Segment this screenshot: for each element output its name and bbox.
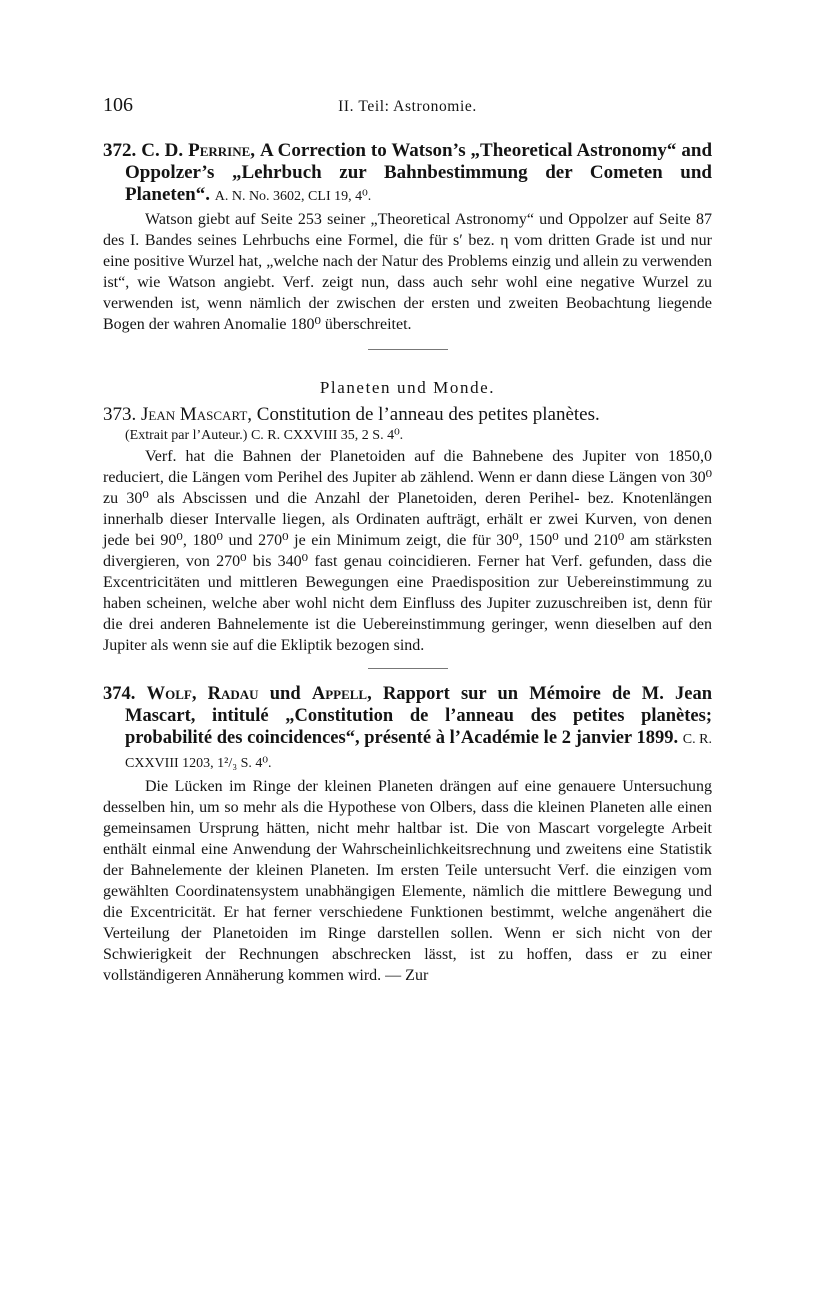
author-conjunction: und bbox=[269, 684, 301, 704]
entry-374 bbox=[103, 683, 712, 986]
separator-rule bbox=[368, 349, 448, 350]
entry-373 bbox=[103, 404, 712, 656]
book-page bbox=[103, 94, 712, 986]
author-3: Appell bbox=[311, 684, 368, 704]
page-number: 106 bbox=[103, 94, 133, 116]
bibliographic-reference: C. R. CXXVIII 1203, 1²/₃ S. 4⁰. bbox=[125, 732, 712, 771]
author-2: Radau bbox=[207, 684, 259, 704]
entry-372 bbox=[103, 140, 712, 335]
bibliographic-reference: A. N. No. 3602, CLI 19, 4⁰. bbox=[214, 189, 372, 204]
author-first-name: Jean bbox=[141, 404, 176, 425]
entry-373-heading: 373. Jean Mascart, Constitution de l’anneau des petites planètes. bbox=[103, 404, 600, 425]
author-initials: C. D. bbox=[141, 140, 184, 161]
entry-372-heading: 372. C. D. Perrine, A Correction to Watson’s „Theoretical Astronomy“ and Oppolzer’s „Lehrbuch zur Bahnbestimmung der Cometen und Planeten“. A. N. No. 3602, CLI 19, 4⁰. bbox=[103, 140, 713, 205]
separator-rule bbox=[368, 668, 448, 669]
entry-number: 374. bbox=[103, 684, 136, 704]
entry-number: 372. bbox=[103, 140, 137, 161]
entry-number: 373. bbox=[103, 404, 137, 425]
entry-title: Rapport sur un Mémoire de M. Jean Mascart, intitulé „Constitution de l’anneau des petites planètes; probabilité des coincidences“, présenté à l’Académie le 2 janvier 1899. bbox=[125, 684, 713, 748]
page-header bbox=[103, 94, 712, 122]
entry-374-abstract: Die Lücken im Ringe der kleinen Planeten drängen auf eine genauere Untersuchung desselben hin, um so mehr als die Hypothese von Olbers, dass die kleinen Planeten alle einen gemeinsamen Ursprung hätten, nicht mehr haltbar ist. Die von Mascart vorgelegte Arbeit enthält einmal eine Anwendung der Wahrscheinlichkeitsrechnung und zweitens eine Statistik der Bahnelemente der kleinen Planeten. Im ersten Teile untersucht Verf. die einzigen vom gewählten Coordinatensystem unabhängigen Elemente, nämlich die mittlere Bewegung und die Excentricität. Er hat ferner verschiedene Funktionen bestimmt, welche angenähert die Verteilung der Planetoiden im Ringe darstellen sollen. Wenn er sich nicht von der Schwierigkeit der Rechnungen abschrecken lässt, ist zu hoffen, dass er zu einer vollständigeren Annäherung kommen wird. — Zur bbox=[103, 778, 712, 984]
entry-373-abstract: Verf. hat die Bahnen der Planetoiden auf die Bahnebene des Jupiter von 1850,0 reduciert, die Längen vom Perihel des Jupiter ab zählend. Wenn er dann diese Längen von 30⁰ zu 30⁰ als Abscissen und die Anzahl der Planetoiden, deren Perihel- bez. Knotenlängen innerhalb dieser Intervalle liegen, als Ordinaten aufträgt, erhält er zwei Kurven, von denen jede bei 90⁰, 180⁰ und 270⁰ je ein Minimum zeigt, die für 30⁰, 150⁰ und 210⁰ am stärksten divergieren, von 270⁰ bis 340⁰ fast genau coincidieren. Ferner hat Verf. gefunden, dass die Excentricitäten und mittleren Bewegungen eine Praedisposition zur Uebereinstimmung zu haben scheinen, welche aber wohl nicht dem Einfluss des Jupiter zuzuschreiben ist, denn für die drei anderen Bahnelemente ist die Uebereinstimmung geringer, wenn dieselben auf den Jupiter als wenn sie auf die Ekliptik bezogen sind. bbox=[103, 448, 712, 654]
entry-title: A Correction to Watson’s „Theoretical Astronomy“ and Oppolzer’s „Lehrbuch zur Bahnbestimmung der Cometen und Planeten“. bbox=[125, 140, 713, 205]
author-name: Perrine bbox=[188, 140, 251, 161]
entry-374-heading: 374. Wolf, Radau und Appell, Rapport sur un Mémoire de M. Jean Mascart, intitulé „Constitution de l’anneau des petites planètes; probabilité des coincidences“, présenté à l’Académie le 2 janvier 1899. C. R. CXXVIII 1203, 1²/₃ S. 4⁰. bbox=[103, 684, 713, 771]
author-last-name: Mascart bbox=[179, 404, 248, 425]
section-heading: Planeten und Monde. bbox=[319, 378, 496, 397]
entry-372-abstract: Watson giebt auf Seite 253 seiner „Theoretical Astronomy“ und Oppolzer auf Seite 87 des I. Bandes seines Lehrbuchs eine Formel, die für s′ bez. η vom dritten Grade ist und nur eine positive Wurzel hat, „welche nach der Natur des Problems einzig und allein zu verwenden ist“, wie Watson angiebt. Verf. zeigt nun, dass auch sehr wohl eine negative Wurzel zu verwenden ist, wenn nämlich der zwischen der ersten und zweiten Beobachtung liegende Bogen der wahren Anomalie 180⁰ überschreitet. bbox=[103, 211, 712, 333]
bibliographic-reference: (Extrait par l’Auteur.) C. R. CXXVIII 35, 2 S. 4⁰. bbox=[125, 428, 404, 443]
running-head: II. Teil: Astronomie. bbox=[338, 98, 477, 115]
author-1: Wolf bbox=[146, 684, 192, 704]
entry-title: Constitution de l’anneau des petites planètes. bbox=[256, 404, 600, 425]
